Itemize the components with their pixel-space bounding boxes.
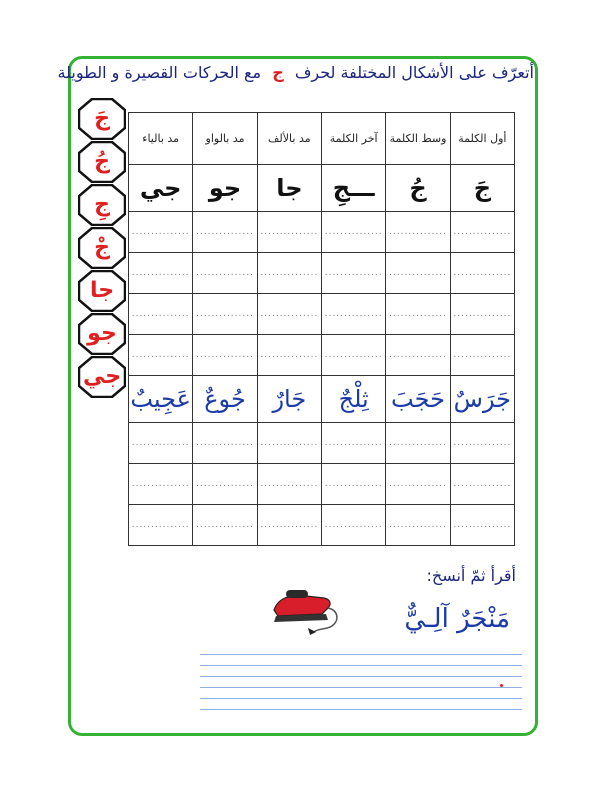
writing-cell[interactable]: ............... [257,335,321,376]
red-dot-mark [500,684,503,687]
writing-row [129,293,515,334]
form-cell: جي [129,165,193,211]
writing-cell[interactable]: ............... [450,463,514,504]
writing-row [129,335,515,376]
writing-cell[interactable]: ............... [450,504,514,545]
ruled-line [200,654,522,655]
writing-cell[interactable]: ............... [450,335,514,376]
octagon-kasra: جِ [78,184,126,226]
header-row [129,113,515,165]
writing-cell[interactable]: ............... [129,211,193,252]
writing-cell[interactable]: ............... [257,252,321,293]
writing-cell[interactable]: ............... [129,293,193,334]
header-cell: آخر الكلمة [322,113,386,165]
letter-forms-table [128,112,515,546]
header-cell: مد بالواو [193,113,257,165]
word-cell: حَجَبَ [386,376,450,422]
writing-cell[interactable]: ............... [386,335,450,376]
writing-cell[interactable]: ............... [129,335,193,376]
form-cell: جو [193,165,257,211]
writing-cell[interactable]: ............... [129,422,193,463]
octagon-sukun: جْ [78,227,126,269]
header-cell: وسط الكلمة [386,113,450,165]
word-cell: عَجِيبٌ [129,376,193,422]
header-cell: مد بالألف [257,113,321,165]
page-title [57,63,534,89]
writing-cell[interactable]: ............... [322,211,386,252]
writing-cell[interactable]: ............... [386,463,450,504]
writing-cell[interactable]: ............... [257,422,321,463]
form-cell: جُ [386,165,450,211]
handwriting-lines[interactable] [200,654,522,720]
title-text-after: مع الحركات القصيرة و الطويلة [57,63,262,82]
writing-cell[interactable]: ............... [386,211,450,252]
writing-cell[interactable]: ............... [322,504,386,545]
octagon-damma: جُ [78,141,126,183]
writing-cell[interactable]: ............... [129,504,193,545]
ruled-line [200,687,522,688]
octagon-waw: جو [78,313,126,355]
title-letter: ج [272,63,284,82]
writing-cell[interactable]: ............... [386,252,450,293]
electric-plane-icon [268,580,344,636]
copy-phrase: مَنْجَرٌ آلِـيٌّ [404,604,510,634]
form-cell: جَ [450,165,514,211]
writing-cell[interactable]: ............... [322,252,386,293]
writing-cell[interactable]: ............... [386,422,450,463]
copy-instruction: أقرأ ثمّ أنسخ: [426,566,516,585]
writing-cell[interactable]: ............... [450,422,514,463]
writing-cell[interactable]: ............... [322,463,386,504]
octagon-ya: جي [78,356,126,398]
word-cell: جَارٌ [257,376,321,422]
ruled-line [200,665,522,666]
writing-cell[interactable]: ............... [129,252,193,293]
title-text-before: أتعرّف على الأشكال المختلفة لحرف [294,63,534,82]
writing-cell[interactable]: ............... [129,463,193,504]
word-cell: جُوعٌ [193,376,257,422]
word-cell: ثِلْجٌ [322,376,386,422]
writing-cell[interactable]: ............... [193,504,257,545]
writing-cell[interactable]: ............... [257,211,321,252]
writing-cell[interactable]: ............... [386,293,450,334]
octagon-fatha: جَ [78,98,126,140]
forms-row [129,165,515,211]
header-cell: مد بالياء [129,113,193,165]
writing-cell[interactable]: ............... [322,422,386,463]
writing-cell[interactable]: ............... [193,211,257,252]
words-row [129,376,515,422]
writing-cell[interactable]: ............... [193,293,257,334]
writing-cell[interactable]: ............... [450,252,514,293]
writing-cell[interactable]: ............... [257,463,321,504]
form-cell: جا [257,165,321,211]
form-cell: ـــجِ [322,165,386,211]
writing-cell[interactable]: ............... [450,293,514,334]
writing-row [129,252,515,293]
ruled-line [200,698,522,699]
writing-cell[interactable]: ............... [322,335,386,376]
writing-cell[interactable]: ............... [193,252,257,293]
ruled-line [200,709,522,710]
ruled-line [200,676,522,677]
writing-row [129,422,515,463]
writing-cell[interactable]: ............... [450,211,514,252]
writing-row [129,211,515,252]
writing-cell[interactable]: ............... [193,422,257,463]
writing-cell[interactable]: ............... [193,335,257,376]
word-cell: جَرَسٌ [450,376,514,422]
writing-cell[interactable]: ............... [257,293,321,334]
header-cell: أول الكلمة [450,113,514,165]
writing-cell[interactable]: ............... [257,504,321,545]
writing-cell[interactable]: ............... [193,463,257,504]
writing-row [129,463,515,504]
octagon-alef: جا [78,270,126,312]
writing-row [129,504,515,545]
writing-cell[interactable]: ............... [386,504,450,545]
writing-cell[interactable]: ............... [322,293,386,334]
